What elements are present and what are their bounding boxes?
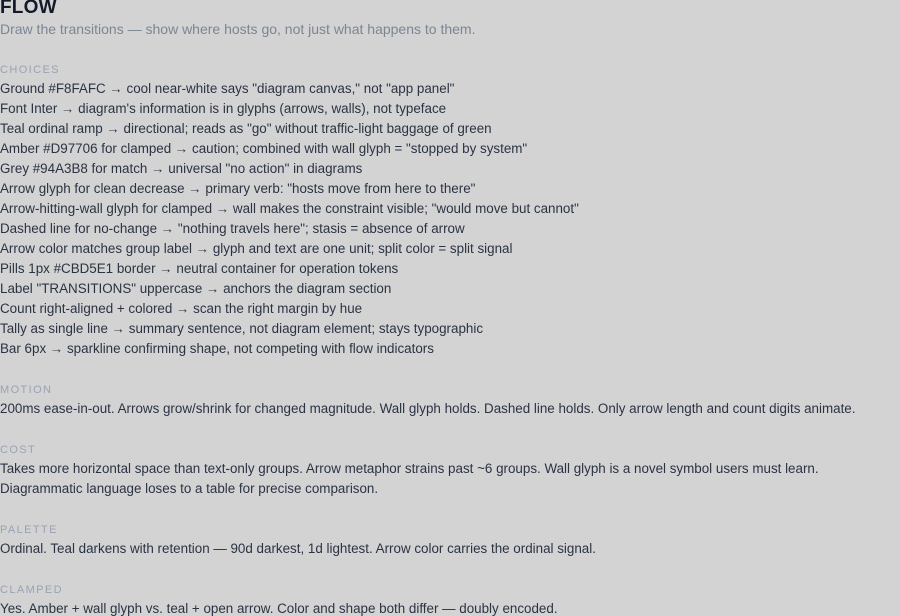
page-subtitle: Draw the transitions — show where hosts go, not just what happens to them. [0,21,476,37]
list-item: Font Inter → diagram's information is in glyphs (arrows, walls), not typeface [0,101,447,116]
list-item: Pills 1px #CBD5E1 border → neutral container for operation tokens [0,261,399,276]
list-item: Ground #F8FAFC → cool near-white says "diagram canvas," not "app panel" [0,81,455,96]
section-label-motion: MOTION [0,384,53,396]
section-label-choices: CHOICES [0,64,60,76]
list-item: Count right-aligned + colored → scan the right margin by hue [0,301,363,316]
list-item: Tally as single line → summary sentence, not diagram element; stays typographic [0,321,484,336]
list-item: Label "TRANSITIONS" uppercase → anchors the diagram section [0,281,392,296]
list-item: Grey #94A3B8 for match → universal "no action" in diagrams [0,161,363,176]
section-label-palette: PALETTE [0,524,58,536]
choices-list [0,79,579,359]
list-item: Teal ordinal ramp → directional; reads as "go" without traffic-light baggage of green [0,121,492,136]
motion-text: 200ms ease-in-out. Arrows grow/shrink for changed magnitude. Wall glyph holds. Dashed line holds. Only arrow length and count digits animate. [0,401,856,416]
section-label-cost: COST [0,444,37,456]
list-item: Arrow color matches group label → glyph and text are one unit; split color = split signal [0,241,513,256]
section-label-clamped: CLAMPED [0,584,63,596]
list-item: Arrow-hitting-wall glyph for clamped → wall makes the constraint visible; "would move but cannot" [0,201,579,216]
clamped-text: Yes. Amber + wall glyph vs. teal + open arrow. Color and shape both differ — doubly encoded. [0,601,558,616]
list-item: Arrow glyph for clean decrease → primary verb: "hosts move from here to there" [0,181,476,196]
list-item: Amber #D97706 for clamped → caution; combined with wall glyph = "stopped by system" [0,141,528,156]
cost-text: Takes more horizontal space than text-only groups. Arrow metaphor strains past ~6 groups. Wall glyph is a novel symbol users must learn. Diagrammatic language loses to a table for precise comparison. [0,461,819,496]
palette-text: Ordinal. Teal darkens with retention — 90d darkest, 1d lightest. Arrow color carries the ordinal signal. [0,541,596,556]
list-item: Bar 6px → sparkline confirming shape, not competing with flow indicators [0,341,434,356]
list-item: Dashed line for no-change → "nothing travels here"; stasis = absence of arrow [0,221,465,236]
page-title: FLOW [0,0,57,18]
